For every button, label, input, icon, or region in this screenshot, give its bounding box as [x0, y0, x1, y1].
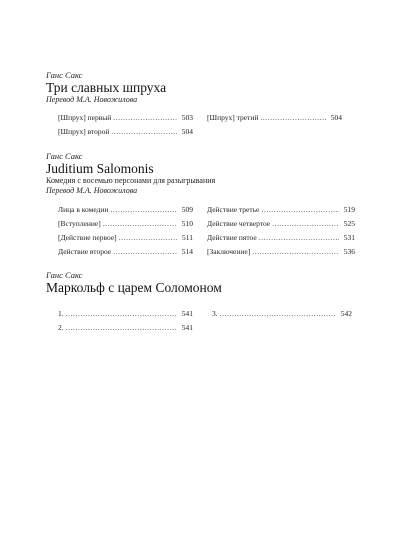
leader-dots	[103, 219, 177, 229]
entry-label: [Шпрух] второй	[58, 127, 110, 136]
entry-page: 541	[181, 323, 193, 332]
toc-entry[interactable]	[207, 205, 355, 215]
leader-dots	[220, 309, 336, 319]
toc-entry[interactable]	[58, 113, 193, 123]
section-author: Ганс Сакс	[46, 151, 83, 161]
toc-entry[interactable]	[58, 233, 193, 243]
entry-page: 504	[181, 127, 193, 136]
leader-dots	[119, 233, 177, 243]
toc-entry[interactable]	[58, 127, 193, 137]
leader-dots	[66, 309, 177, 319]
entry-page: 525	[343, 219, 355, 228]
toc-entry[interactable]	[58, 247, 193, 257]
leader-dots	[66, 323, 177, 333]
section-title: Три славных шпруха	[46, 80, 167, 95]
toc-entry[interactable]	[58, 219, 193, 229]
section-subtitle: Комедия с восемью персонами для разыгрывания	[46, 176, 216, 185]
entry-page: 514	[181, 247, 193, 256]
section-author: Ганс Сакс	[46, 70, 83, 80]
toc-entry[interactable]	[207, 219, 355, 229]
toc-entry[interactable]	[207, 113, 342, 123]
toc-section-markolf	[46, 270, 366, 295]
entry-label: [Действие первое]	[58, 233, 117, 242]
section-author: Ганс Сакс	[46, 270, 83, 280]
section-title: Juditium Salomonis	[46, 161, 154, 176]
entry-label: 2.	[58, 323, 64, 332]
entry-label: Действие третье	[207, 205, 260, 214]
entry-label: Лица в комедии	[58, 205, 109, 214]
leader-dots	[252, 247, 339, 257]
entry-page: 504	[330, 113, 342, 122]
entry-label: 1.	[58, 309, 64, 318]
entry-page: 541	[181, 309, 193, 318]
entry-page: 542	[340, 309, 352, 318]
toc-entry[interactable]	[207, 247, 355, 257]
entry-label: [Шпрух] третий	[207, 113, 259, 122]
entry-label: Действие второе	[58, 247, 112, 256]
entry-page: 503	[181, 113, 193, 122]
leader-dots	[111, 127, 177, 137]
entry-label: [Заключение]	[207, 247, 251, 256]
leader-dots	[261, 205, 339, 215]
entry-label: [Вступление]	[58, 219, 101, 228]
toc-entry[interactable]	[58, 323, 193, 333]
leader-dots	[110, 205, 177, 215]
entry-label: [Шпрух] первый	[58, 113, 112, 122]
section-title: Маркольф с царем Соломоном	[46, 280, 222, 295]
leader-dots	[259, 233, 339, 243]
leader-dots	[260, 113, 326, 123]
leader-dots	[113, 113, 177, 123]
toc-entry[interactable]	[58, 205, 193, 215]
toc-section-shpruh	[46, 70, 366, 105]
toc-entry[interactable]	[207, 233, 355, 243]
entry-label: Действие четвертое	[207, 219, 271, 228]
entry-page: 509	[181, 205, 193, 214]
toc-entry[interactable]	[212, 309, 352, 319]
entry-page: 511	[182, 233, 193, 242]
entry-page: 510	[181, 219, 193, 228]
section-translator: Перевод М.А. Новожилова	[46, 186, 138, 195]
entry-page: 531	[343, 233, 355, 242]
entry-label: 3.	[212, 309, 218, 318]
section-translator: Перевод М.А. Новожилова	[46, 95, 138, 104]
leader-dots	[272, 219, 339, 229]
toc-entry[interactable]	[58, 309, 193, 319]
entry-page: 519	[343, 205, 355, 214]
entry-label: Действие пятое	[207, 233, 257, 242]
leader-dots	[113, 247, 177, 257]
entry-page: 536	[343, 247, 355, 256]
toc-section-juditium	[46, 151, 366, 196]
